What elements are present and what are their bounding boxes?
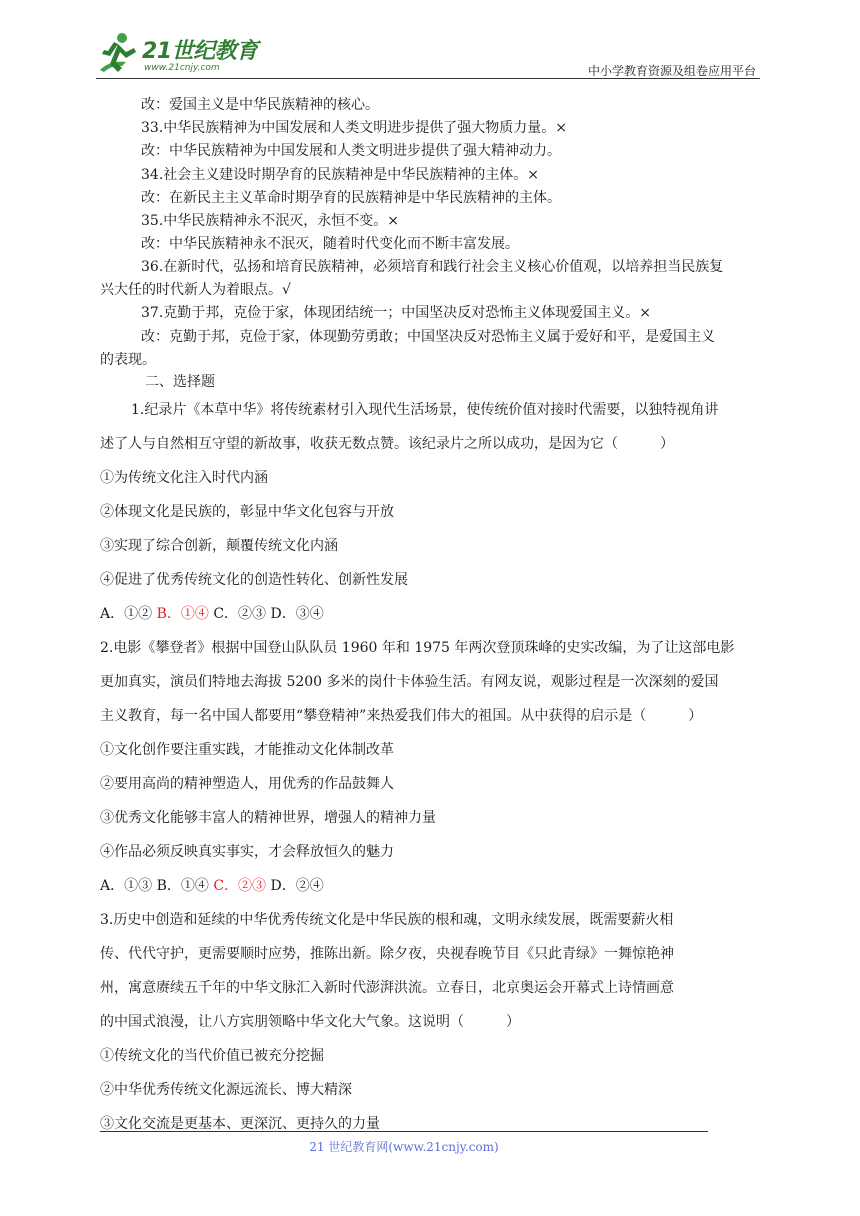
text-line: 改：在新民主主义革命时期孕育的民族精神是中华民族精神的主体。: [141, 190, 561, 206]
question-text: 2.电影《攀登者》根据中国登山队队员 1960 年和 1975 年两次登顶珠峰的史实改编，为了让这部电影: [100, 640, 735, 656]
question-text: 述了人与自然相互守望的新故事，收获无数点赞。该纪录片之所以成功，是因为它（ ）: [100, 436, 674, 452]
choice-a: A．①②: [100, 606, 153, 622]
option-line: ②体现文化是民族的，彰显中华文化包容与开放: [100, 504, 394, 520]
choice-b: B．①④: [156, 878, 209, 894]
question-text: 主义教育，每一名中国人都要用“攀登精神”来热爱我们伟大的祖国。从中获得的启示是（ ）: [100, 708, 703, 724]
text-line: 改：中华民族精神永不泯灭，随着时代变化而不断丰富发展。: [141, 236, 519, 252]
choice-b-correct: B．①④: [156, 606, 209, 622]
text-line: 33.中华民族精神为中国发展和人类文明进步提供了强大物质力量。×: [141, 120, 567, 136]
text-line: 35.中华民族精神永不泯灭，永恒不变。×: [141, 213, 399, 229]
text-line: 改：爱国主义是中华民族精神的核心。: [141, 97, 379, 113]
choice-a: A．①③: [100, 878, 153, 894]
option-line: ③文化交流是更基本、更深沉、更持久的力量: [100, 1116, 380, 1132]
option-line: ①文化创作要注重实践，才能推动文化体制改革: [100, 742, 394, 758]
choice-d: D．②④: [270, 878, 324, 894]
option-line: ④促进了优秀传统文化的创造性转化、创新性发展: [100, 572, 408, 588]
logo-url: www.21cnjy.com: [144, 63, 220, 73]
logo: [96, 30, 266, 80]
option-line: ③实现了综合创新，颠覆传统文化内涵: [100, 538, 338, 554]
section-heading: 二、选择题: [145, 374, 215, 390]
footer-divider: [100, 1131, 708, 1132]
option-line: ②要用高尚的精神塑造人，用优秀的作品鼓舞人: [100, 776, 394, 792]
runner-logo-icon: [96, 30, 142, 76]
choice-c: C．②③: [213, 606, 267, 622]
choice-c-correct: C．②③: [213, 878, 267, 894]
logo-text: 21世纪教育: [142, 39, 258, 64]
question-text: 1.纪录片《本草中华》将传统素材引入现代生活场景，使传统价值对接时代需要，以独特视角讲: [131, 402, 719, 418]
question-text: 州，寓意赓续五千年的中华文脉汇入新时代澎湃洪流。立春日，北京奥运会开幕式上诗情画意: [100, 980, 674, 996]
answer-choices: [100, 603, 324, 626]
text-line: 的表现。: [100, 352, 156, 368]
question-text: 传、代代守护，更需要顺时应势，推陈出新。除夕夜，央视春晚节目《只此青绿》一舞惊艳神: [100, 946, 674, 962]
question-text: 的中国式浪漫，让八方宾朋领略中华文化大气象。这说明（ ）: [100, 1014, 520, 1030]
text-line: 36.在新时代，弘扬和培育民族精神，必须培育和践行社会主义核心价值观，以培养担当民族复: [141, 259, 724, 275]
option-line: ②中华优秀传统文化源远流长、博大精深: [100, 1082, 352, 1098]
page-header: [96, 30, 760, 80]
footer-text: 21 世纪教育网(www.21cnjy.com): [309, 1140, 499, 1154]
text-line: 改：克勤于邦，克俭于家，体现勤劳勇敢；中国坚决反对恐怖主义属于爱好和平，是爱国主义: [141, 329, 715, 345]
question-text: 3.历史中创造和延续的中华优秀传统文化是中华民族的根和魂，文明永续发展，既需要薪火相: [100, 912, 674, 928]
platform-name: 中小学教育资源及组卷应用平台: [587, 64, 756, 78]
text-line: 34.社会主义建设时期孕育的民族精神是中华民族精神的主体。×: [141, 167, 539, 183]
text-line: 兴大任的时代新人为着眼点。√: [100, 282, 291, 298]
option-line: ③优秀文化能够丰富人的精神世界，增强人的精神力量: [100, 810, 436, 826]
choice-d: D．③④: [270, 606, 324, 622]
text-line: 改：中华民族精神为中国发展和人类文明进步提供了强大精神动力。: [141, 143, 561, 159]
answer-choices: [100, 875, 324, 898]
text-line: 37.克勤于邦，克俭于家，体现团结统一；中国坚决反对恐怖主义体现爱国主义。×: [141, 305, 651, 321]
question-text: 更加真实，演员们特地去海拔 5200 多米的岗什卡体验生活。有网友说，观影过程是一次深刻的爱国: [100, 674, 719, 690]
option-line: ④作品必须反映真实事实，才会释放恒久的魅力: [100, 844, 394, 860]
option-line: ①传统文化的当代价值已被充分挖掘: [100, 1048, 324, 1064]
option-line: ①为传统文化注入时代内涵: [100, 470, 268, 486]
header-divider: [96, 78, 760, 79]
